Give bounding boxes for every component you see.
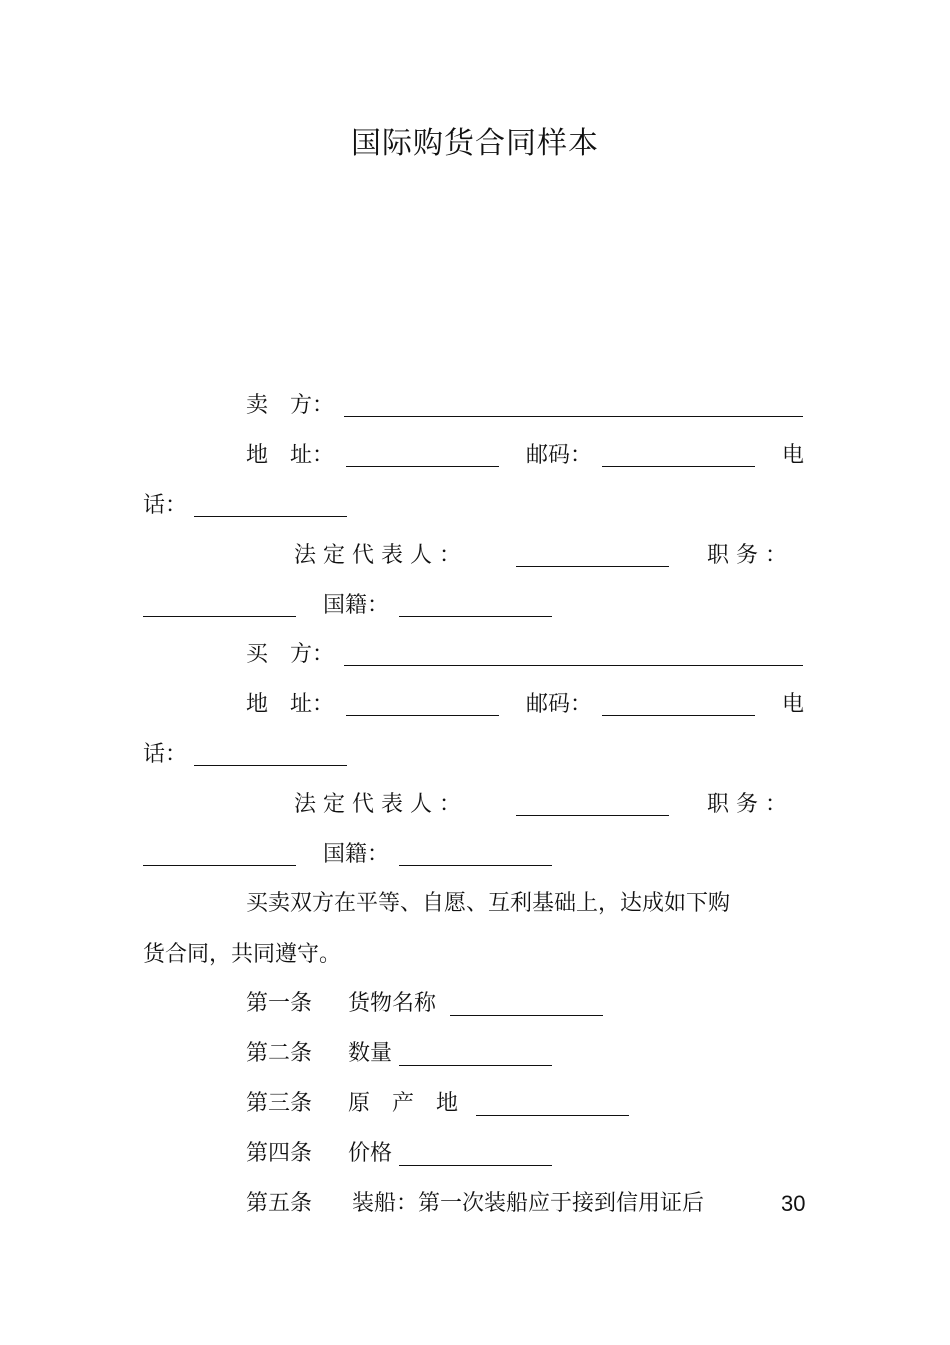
article-1-blank (450, 1015, 603, 1016)
seller-position-label: 职 务 ： (707, 543, 787, 568)
seller-nationality-label: 国籍： (323, 593, 390, 618)
buyer-name-blank (344, 665, 803, 666)
buyer-rep-label: 法 定 代 表 人 ： (294, 792, 461, 817)
article-3-label: 原 产 地 (348, 1091, 459, 1116)
buyer-phone-blank (194, 765, 347, 766)
buyer-position-label: 职 务 ： (707, 792, 787, 817)
seller-address-blank (346, 466, 499, 467)
document-title: 国际购货合同样本 (351, 126, 599, 161)
buyer-postcode-label: 邮码： (526, 692, 593, 717)
article-4-label: 价格 (348, 1141, 393, 1166)
article-4-blank (399, 1165, 552, 1166)
page-number: 30 (781, 1191, 806, 1216)
preamble-line-1: 买卖双方在平等、自愿、互利基础上，达成如下购 (246, 891, 731, 916)
buyer-address-blank (346, 715, 499, 716)
seller-address-label: 地 址： (246, 443, 335, 468)
seller-postcode-blank (602, 466, 755, 467)
seller-label: 卖 方： (246, 393, 335, 418)
seller-position-blank (143, 616, 296, 617)
article-1-number: 第一条 (246, 991, 313, 1016)
article-2-label: 数量 (348, 1041, 393, 1066)
buyer-label: 买 方： (246, 642, 335, 667)
buyer-address-label: 地 址： (246, 692, 335, 717)
article-3-number: 第三条 (246, 1091, 313, 1116)
seller-phone-label-1: 电 (782, 443, 805, 468)
seller-rep-blank (516, 566, 669, 567)
article-5-label: 装船：第一次装船应于接到信用证后 (352, 1191, 705, 1216)
preamble-line-2: 货合同，共同遵守。 (143, 942, 342, 967)
article-4-number: 第四条 (246, 1141, 313, 1166)
buyer-phone-label-2: 话： (143, 742, 188, 767)
buyer-nationality-label: 国籍： (323, 842, 390, 867)
buyer-rep-blank (516, 815, 669, 816)
seller-nationality-blank (399, 616, 552, 617)
buyer-position-blank (143, 865, 296, 866)
buyer-nationality-blank (399, 865, 552, 866)
buyer-phone-label-1: 电 (782, 692, 805, 717)
seller-phone-label-2: 话： (143, 493, 188, 518)
article-3-blank (476, 1115, 629, 1116)
seller-postcode-label: 邮码： (526, 443, 593, 468)
seller-rep-label: 法 定 代 表 人 ： (294, 543, 461, 568)
seller-phone-blank (194, 516, 347, 517)
article-1-label: 货物名称 (348, 991, 437, 1016)
article-2-blank (399, 1065, 552, 1066)
article-5-number: 第五条 (246, 1191, 313, 1216)
seller-name-blank (344, 416, 803, 417)
buyer-postcode-blank (602, 715, 755, 716)
article-2-number: 第二条 (246, 1041, 313, 1066)
